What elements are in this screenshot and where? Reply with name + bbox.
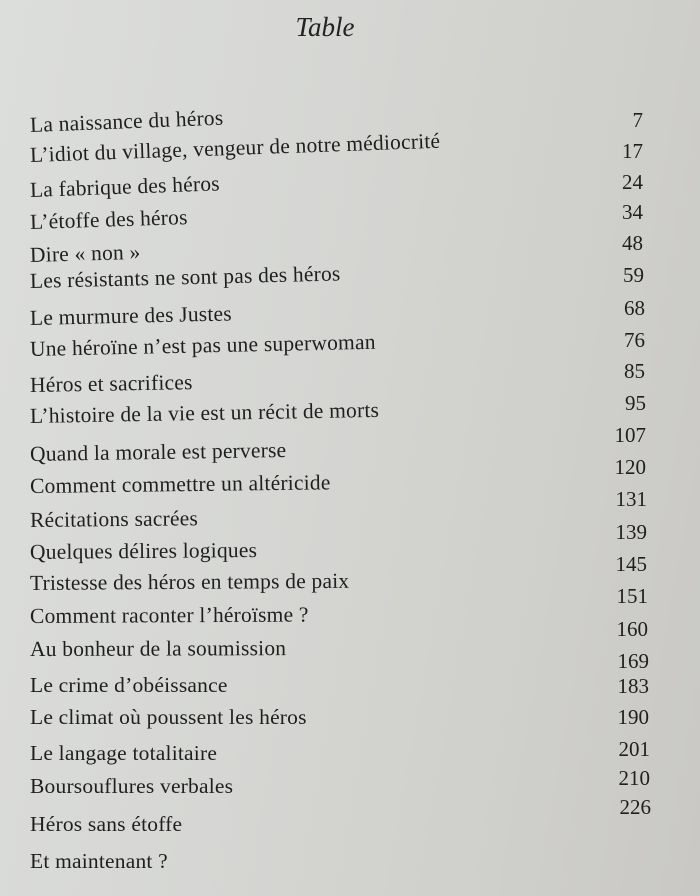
toc-entry-title: La fabrique des héros <box>29 171 221 202</box>
toc-entry-title: Héros et sacrifices <box>29 370 193 397</box>
toc-entry-page: 183 <box>617 674 649 698</box>
toc-entry-page: 48 <box>622 231 643 255</box>
toc-entry-page: 145 <box>615 552 647 576</box>
toc-entry-title: Le langage totalitaire <box>30 741 218 765</box>
toc-entry-title: Boursouflures verbales <box>30 774 234 798</box>
toc-entry-title: Le crime d’obéissance <box>30 673 228 697</box>
toc-entry-page: 226 <box>619 795 651 819</box>
toc-entry-page: 85 <box>624 359 645 383</box>
toc-entry-title: Comment commettre un altéricide <box>29 470 331 498</box>
toc-entry-page: 201 <box>618 737 650 761</box>
toc-entry-page: 190 <box>617 705 649 729</box>
toc-entry-page: 107 <box>614 423 646 447</box>
toc-entry-title: Au bonheur de la soumission <box>29 636 287 661</box>
toc-entry-page: 68 <box>624 296 645 320</box>
page-title: Table <box>295 12 355 42</box>
toc-entry-title: Les résistants ne sont pas des héros <box>29 261 341 293</box>
toc-entry-title: Quand la morale est perverse <box>29 437 287 466</box>
toc-entry-page: 76 <box>624 328 645 352</box>
toc-entry-page: 34 <box>622 200 643 224</box>
toc-entry-title: L’étoffe des héros <box>29 205 188 234</box>
toc-entry-title: La naissance du héros <box>29 105 224 137</box>
toc-entry-title: L’histoire de la vie est un récit de morts <box>29 397 380 428</box>
toc-entry-title: Le murmure des Justes <box>29 301 233 330</box>
toc-entry-title: Tristesse des héros en temps de paix <box>29 568 350 595</box>
toc-entry-page: 151 <box>616 584 648 608</box>
toc-entry-page: 139 <box>615 520 647 544</box>
toc-entry-page: 95 <box>625 391 646 415</box>
toc-entry-title: Quelques délires logiques <box>29 538 258 564</box>
toc-entry-page: 210 <box>618 766 650 790</box>
toc-entry-title: Comment raconter l’héroïsme ? <box>29 602 309 628</box>
toc-entry-title: Le climat où poussent les héros <box>30 705 307 729</box>
toc-entry-page: 120 <box>614 455 646 479</box>
toc-entry-page: 160 <box>616 617 648 641</box>
toc-entry-title: Et maintenant ? <box>30 849 168 873</box>
toc-entry-title: Dire « non » <box>29 239 141 267</box>
toc-entry-page: 59 <box>623 263 644 287</box>
toc-entry-title: Récitations sacrées <box>29 506 199 532</box>
toc-entry-title: Une héroïne n’est pas une superwoman <box>29 329 376 361</box>
toc-entry-page: 7 <box>632 108 643 132</box>
toc-entry-page: 169 <box>617 649 649 673</box>
toc-entry-title: Héros sans étoffe <box>30 812 183 836</box>
toc-entry-page: 24 <box>622 170 643 194</box>
toc-entry-page: 17 <box>622 139 643 163</box>
toc-entry-title: L’idiot du village, vengeur de notre médiocrité <box>29 128 441 167</box>
toc-entry-page: 131 <box>615 487 647 511</box>
